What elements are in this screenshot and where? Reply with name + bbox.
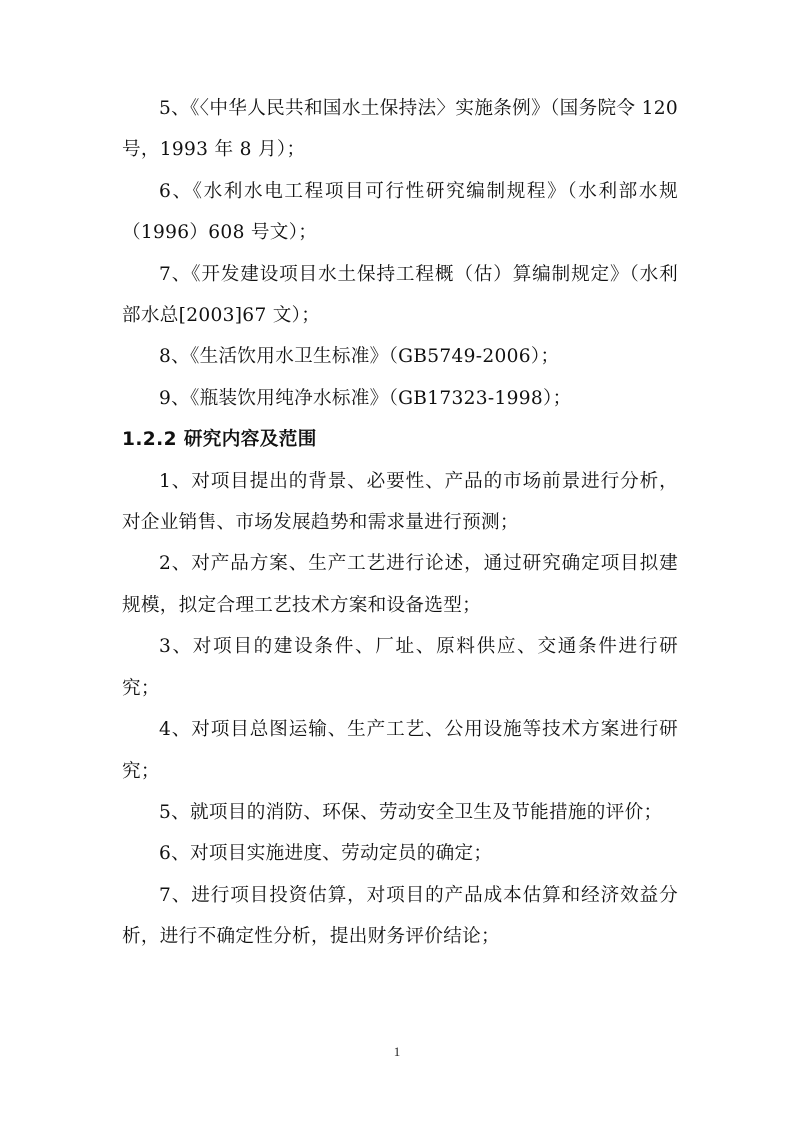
scope-item-6: 6、对项目实施进度、劳动定员的确定； [159,843,493,865]
scope-item-2: 2、对产品方案、生产工艺进行论述，通过研究确定项目拟建规模，拟定合理工艺技术方案和设备选型； [122,553,678,616]
scope-item-1: 1、对项目提出的背景、必要性、产品的市场前景进行分析，对企业销售、市场发展趋势和需求量进行预测； [122,470,678,534]
document-body [122,88,678,958]
regulation-item-6: 6、《水利水电工程项目可行性研究编制规程》（水利部水规（1996）608 号文）； [122,180,678,244]
section-heading: 1.2.2 研究内容及范围 [122,429,317,451]
scope-item-3: 3、对项目的建设条件、厂址、原料供应、交通条件进行研究； [122,636,678,699]
page-number: 1 [393,1044,401,1059]
scope-item-4: 4、对项目总图运输、生产工艺、公用设施等技术方案进行研究； [122,719,678,782]
regulation-item-9: 9、《瓶装饮用纯净水标准》（GB17323-1998）； [159,387,572,409]
scope-item-5: 5、就项目的消防、环保、劳动安全卫生及节能措施的评价； [159,801,663,823]
regulation-item-7: 7、《开发建设项目水土保持工程概（估）算编制规定》（水利部水总[2003]67 文）； [122,263,678,327]
regulation-item-5: 5、《〈中华人民共和国水土保持法〉实施条例》（国务院令 120 号，1993 年 8 月）； [122,98,678,161]
regulation-item-8: 8、《生活饮用水卫生标准》（GB5749-2006）； [159,346,560,368]
scope-item-7: 7、进行项目投资估算，对项目的产品成本估算和经济效益分析，进行不确定性分析，提出财务评价结论； [122,884,678,948]
